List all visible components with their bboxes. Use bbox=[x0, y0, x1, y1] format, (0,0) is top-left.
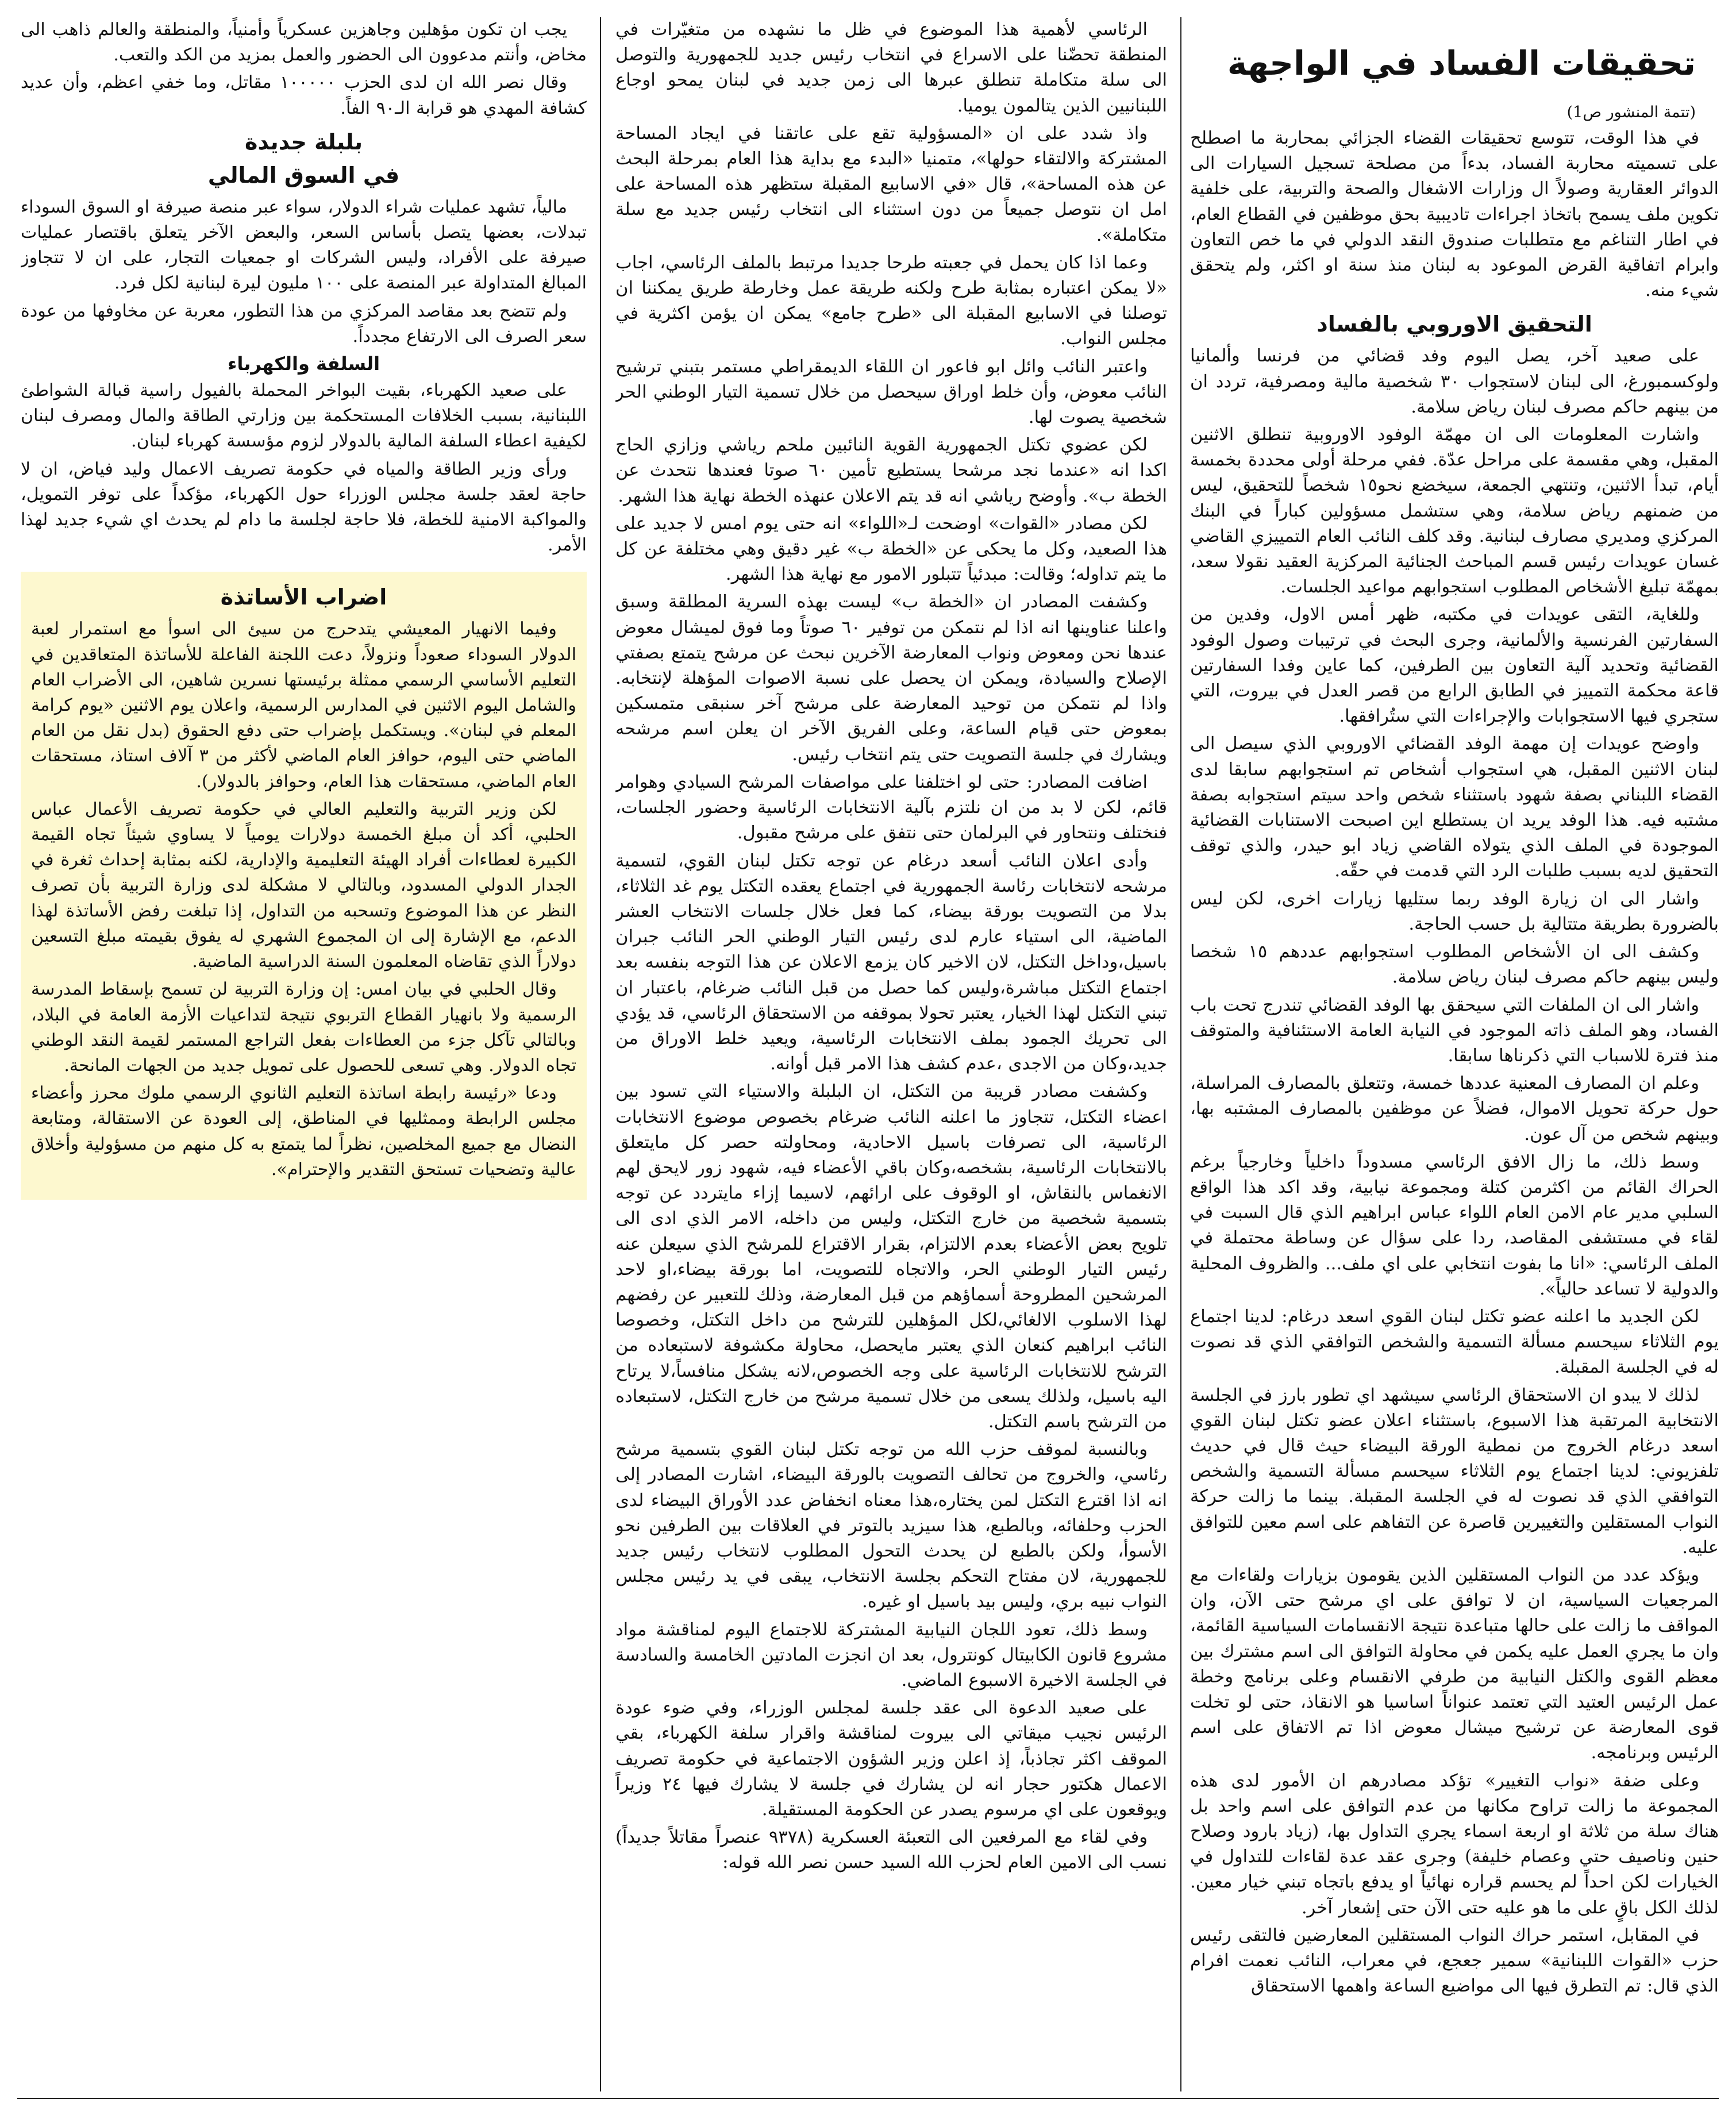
paragraph: وقال نصر الله ان لدى الحزب ١٠٠٠٠٠ مقاتل، وما خفي اعظم، وأن عديد كشافة المهدي هو قرابة الـ٩٠ الفاً. bbox=[21, 72, 587, 118]
paragraph: وبالنسبة لموقف حزب الله من توجه تكتل لبنان القوي بتسمية مرشح رئاسي، والخروج من تحالف التصويت بالورقة البيضاء، اشارت المصادر إلى انه اذا اقترع التكتل لمن يختاره،هذا معناه انخفاض عدد الأوراق البيضاء لدى الحزب وحلفائه، وبالطبع، هذا سيزيد بالتوتر في العلاقات بين الطرفين نحو الأسوأ، ولكن بالطبع لن يحدث التحول المطلوب لانتخاب رئيس جديد للجمهورية، لان مفتاح التحكم بجلسة الانتخاب، يبقى في يد رئيس مجلس النواب نبيه بري، وليس بيد باسيل او غيره. bbox=[615, 1439, 1167, 1612]
new-confusion-heading: بلبلة جديدة bbox=[244, 129, 363, 155]
paragraph: واشار الى ان زيارة الوفد ربما ستليها زيارات اخرى، لكن ليس بالضرورة بطريقة متتالية بل حسب الحاجة. bbox=[1190, 888, 1719, 934]
intro-section bbox=[1190, 126, 1719, 303]
paragraph: وكشفت مصادر قريبة من التكتل، ان البلبلة والاستياء التي تسود بين اعضاء التكتل، تتجاوز ما اعلنه النائب ضرغام بخصوص موضوع الانتخابات الرئاسية، الى تصرفات باسيل الاحادية، ومحاولته حصر كل مايتعلق بالانتخابات الرئاسية، بشخصه،وكان باقي الأعضاء فيه، شهود زور لايحق لهم الانغماس بالنقاش، او الوقوف على ارائهم، لاسيما إزاء مايتردد عن توجه بتسمية شخصية من خارج التكتل، وليس من داخله، الامر الذي ادى الى تلويح بعض الأعضاء بعدم الالتزام، بقرار الاقتراع للمرشح الذي سيعلن عنه رئيس التيار الوطني الحر، والاتجاه للتصويت، اما بورقة بيضاء،او لاحد المرشحين المطروحة أسماؤهم من قبل المعارضة، وذلك للتعبير عن رفضهم لهذا الاسلوب الالغائي،لكل المؤهلين للترشح من داخل التكتل، وخصوصا النائب ابراهيم كنعان الذي يعتبر مايحصل، محاولة مكشوفة لاستبعاده من الترشح للانتخابات الرئاسية على وجه الخصوص،لانه يشكل منافساً،لا يرتاح اليه باسيل، ولذلك يسعى من خلال تسمية مرشح من خارج التكتل، لاستبعاده من الترشح باسم التكتل. bbox=[615, 1081, 1167, 1432]
paragraph: في المقابل، استمر حراك النواب المستقلين المعارضين فالتقى رئيس حزب «القوات اللبنانية» سمير جعجع، في معراب، النائب نعمت افرام الذي قال: تم التطرق فيها الى مواضيع الساعة واهمها الاستحقاق bbox=[1190, 1925, 1719, 1997]
column-left bbox=[21, 17, 587, 2097]
european-investigation-heading: التحقيق الاوروبي بالفساد bbox=[1317, 311, 1592, 337]
paragraph: على صعيد آخر، يصل اليوم وفد قضائي من فرنسا وألمانيا ولوكسمبورغ، الى لبنان لاستجواب ٣٠ شخصية مالية ومصرفية، تردد ان من بينهم حاكم مصرف لبنان رياض سلامة. bbox=[1190, 346, 1719, 417]
european-section bbox=[1190, 344, 1719, 1999]
paragraph: واوضح عويدات إن مهمة الوفد القضائي الاوروبي الذي سيصل الى لبنان الاثنين المقبل، هي استجواب أشخاص تم استجوابهم سابقا لدى القضاء اللبناني بصفة شهود باستثناء شخص واحد سيتم استجوابه بصفة مشتبه فيه. هذا الوفد يريد ان يستطلع اين اصبحت الاستنابات القضائية الموجودة في الملف الذي يتولاه القاضي زياد ابو حيدر، والذي توقف التحقيق لديه بسبب طلبات الرد التي قدمت في حقّه. bbox=[1190, 734, 1719, 881]
column-middle bbox=[615, 17, 1167, 2097]
paragraph: وقال الحلبي في بيان امس: إن وزارة التربية لن تسمح بإسقاط المدرسة الرسمية ولا بانهيار القطاع التربوي نتيجة لتداعيات الأزمة العامة في البلاد، وبالتالي تآكل جزء من العطاءات بفعل التراجع المستمر لقيمة النقد الوطني تجاه الدولار. وهي تسعى للحصول على تمويل جديد من الجهات المانحة. bbox=[31, 979, 576, 1076]
paragraph: لذلك لا يبدو ان الاستحقاق الرئاسي سيشهد اي تطور بارز في الجلسة الانتخابية المرتقبة هذا الاسبوع، باستثناء اعلان عضو تكتل لبنان القوي اسعد درغام الخروج من نمطية الورقة البيضاء حيث قال في حديث تلفزيوني: لدينا اجتماع يوم الثلاثاء سيحسم مسألة التسمية والشخص التوافقي الذي قد نصوت له في الجلسة المقبلة. بينما ما زالت حركة النواب المستقلين والتغييرين قاصرة عن التفاهم على اسم معين للتوافق عليه. bbox=[1190, 1385, 1719, 1558]
column-divider bbox=[600, 17, 601, 2091]
paragraph: واعتبر النائب وائل ابو فاعور ان اللقاء الديمقراطي مستمر بتبني ترشيح النائب معوض، وأن خلط اوراق سيحصل من خلال تسمية التيار الوطني الحر شخصية يصوت لها. bbox=[615, 356, 1167, 428]
paragraph: وفيما الانهيار المعيشي يتدحرج من سيئ الى اسوأ مع استمرار لعبة الدولار السوداء صعوداً ونزولاً، دعت اللجنة الفاعلة للأساتذة المتعاقدين في التعليم الأساسي الرسمي ممثلة برئيستها نسرين شاهين، الى الأضراب العام والشامل اليوم الاثنين في المدارس الرسمية، واعلان يوم الاثنين «يوم كرامة المعلم في لبنان». ويستكمل بإضراب حتى دفع الحقوق (بدل نقل من العام الماضي حتى اليوم، حوافز العام الماضي لأكثر من ٣ آلاف استاذ، مستحقات العام الماضي، مستحقات هذا العام، وحوافز بالدولار). bbox=[31, 619, 576, 792]
paragraph: لكن عضوي تكتل الجمهورية القوية النائبين ملحم رياشي وزازي الحاج اكدا انه «عندما نجد مرشحا يستطيع تأمين ٦٠ صوتا فعندها نتحدث عن الخطة ب». وأوضح رياشي انه قد يتم الاعلان عنهذه الخطة نهاية هذا الشهر. bbox=[615, 435, 1167, 506]
paragraph: واشارت المعلومات الى ان مهمّة الوفود الاوروبية تنطلق الاثنين المقبل، وهي مقسمة على مراحل عدّة. ففي مرحلة أولى محددة بخمسة أيام، تبدأ الاثنين، وتنتهي الجمعة، سيخضع نحو١٥ شخصاً للتحقيق، ليس من ضمنهم رياض سلامة، وهي ستشمل مسؤولين كباراً في البنك المركزي ومديري مصارف لبنانية. وقد كلف النائب العام التمييزي القاضي غسان عويدات رئيس قسم المباحث الجنائية المركزية العقيد نقولا سعد، بمهمّة تبليغ الأشخاص المطلوب استجوابهم مواعيد الجلسات. bbox=[1190, 425, 1719, 598]
column-divider bbox=[1180, 17, 1181, 2091]
paragraph: ودعا «رئيسة رابطة اساتذة التعليم الثانوي الرسمي ملوك محرز وأعضاء مجلس الرابطة وممثليها في المناطق، إلى العودة عن الاستقالة، ومتابعة النضال مع جميع المخلصين، نظراً لما يتمتع به كل منهم من مسؤولية وأخلاق عالية وتضحيات تستحق التقدير والإحترام». bbox=[31, 1083, 576, 1180]
paragraph: وللغاية، التقى عويدات في مكتبه، ظهر أمس الاول، وفدين من السفارتين الفرنسية والألمانية، وجرى البحث في ترتيبات وصول الوفود القضائية وتحديد آلية التعاون بين الطرفين، كما عاين وفدا السفارتين قاعة محكمة التمييز في الطابق الرابع من قصر العدل في بيروت، التي ستجري فيها الاستجوابات والإجراءات التي ستُرافقها. bbox=[1190, 604, 1719, 727]
continued-note: (تتمة المنشور ص1) bbox=[1566, 103, 1696, 121]
paragraph: وكشف الى ان الأشخاص المطلوب استجوابهم عددهم ١٥ شخصا وليس بينهم حاكم مصرف لبنان رياض سلامة. bbox=[1190, 942, 1719, 988]
paragraph: على صعيد الكهرباء، بقيت البواخر المحملة بالفيول راسية قبالة الشواطئ اللبنانية، بسبب الخلافات المستحكمة بين وزارتي الطاقة والمال ومصرف لبنان لكيفية اعطاء السلفة المالية بالدولار لزوم مؤسسة كهرباء لبنان. bbox=[21, 380, 587, 452]
paragraph: الرئاسي لأهمية هذا الموضوع في ظل ما نشهده من متغيّرات في المنطقة تحضّنا على الاسراع في انتخاب رئيس جديد للجمهورية والتوصل الى سلة متكاملة تنطلق عبرها الى زمن جديد في لبنان يمحو اوجاع اللبنانيين الذين يتالمون يوميا. bbox=[615, 20, 1167, 116]
teachers-strike-heading: اضراب الأساتذة bbox=[220, 584, 387, 610]
paragraph: في هذا الوقت، تتوسع تحقيقات القضاء الجزائي بمحاربة ما اصطلح على تسميته محاربة الفساد، بدءاً من مصلحة تسجيل السيارات الى الدوائر العقارية وصولاً ال وزارات الاشغال والصحة والتربية، على خلفية تكوين ملف يسمح باتخاذ اجراءات تاديبية بحق موظفين في القطاع العام، في اطار التناغم مع متطلبات صندوق النقد الدولي في ما خص التعاون وابرام اتفاقية القرض الموعود به لبنان منذ سنة او اكثر، ولم يتحقق شيء منه. bbox=[1190, 128, 1719, 301]
paragraph: وعما اذا كان يحمل في جعبته طرحا جديدا مرتبط بالملف الرئاسي، اجاب «لا يمكن اعتباره بمثابة طرح ولكنه طريقة عمل وخارطة طريق يمكننا ان توصلنا في الاسابيع المقبلة الى «طرح جامع» يمكن ان يؤمن اكثرية في مجلس النواب. bbox=[615, 252, 1167, 349]
paragraph: وكشفت المصادر ان «الخطة ب» ليست بهذه السرية المطلقة وسبق واعلنا عناوينها انه اذا لم نتمكن من توفير ٦٠ صوتاً وما فوق لميشال معوض عندها نحن ومعوض ونواب المعارضة الآخرين نبحث عن مرشح يتمتع بصفتي الإصلاح والسيادة، ويمكن ان يحصل على نسبة الاصوات المؤهلة لإنتخابه. واذا لم نتمكن من توحيد المعارضة على مرشح آخر سنبقى متمسكين بمعوض حتى قيام الساعة، وعلى الفريق الآخر ان يعلن اسم مرشحه ويشارك في جلسة التصويت حتى يتم انتخاب رئيس. bbox=[615, 592, 1167, 765]
column-right bbox=[1190, 17, 1719, 2097]
paragraph: وفي لقاء مع المرفعين الى التعبئة العسكرية (٩٣٧٨ عنصراً مقاتلاً جديداً) نسب الى الامين العام لحزب الله السيد حسن نصر الله قوله: bbox=[615, 1827, 1167, 1873]
paragraph: وأدى اعلان النائب أسعد درغام عن توجه تكتل لبنان القوي، لتسمية مرشحه لانتخابات رئاسة الجمهورية في اجتماع يعقده التكتل يوم غد الثلاثاء، بدلا من التصويت بورقة بيضاء، كما فعل خلال جلسات الانتخاب العشر الماضية، الى استياء عارم لدى رئيس التيار الوطني الحر النائب جبران باسيل،وداخل التكتل، لان الاخير كان يزمع الاعلان عن هذا التوجه بنفسه بعد اجتماع التكتل مباشرة،وليس كما حصل من قبل النائب ضرغام، باعتبار ان تبني التكتل لهذا الخيار، يعتبر تحولا بموقفه من الاستحقاق الرئاسي، قد يؤدي الى تحريك الجمود بملف الانتخابات الرئاسية، ويعيد خلط الاوراق من جديد،وكان من الاجدى ،عدم كشف هذا الامر قبل أوانه. bbox=[615, 850, 1167, 1074]
paragraph: على صعيد الدعوة الى عقد جلسة لمجلس الوزراء، وفي ضوء عودة الرئيس نجيب ميقاتي الى بيروت لمناقشة واقرار سلفة الكهرباء، بقي الموقف اكثر تجاذباً، إذ اعلن وزير الشؤون الاجتماعية في حكومة تصريف الاعمال هكتور حجار انه لن يشارك في جلسة لا يشارك فيها ٢٤ وزيراً ويوقعون على اي مرسوم يصدر عن الحكومة المستقيلة. bbox=[615, 1698, 1167, 1820]
teachers-strike-box bbox=[21, 572, 587, 1199]
paragraph: وعلم ان المصارف المعنية عددها خمسة، وتتعلق بالمصارف المراسلة، حول حركة تحويل الاموال، فضلاً عن موظفين بالمصارف المشتبه بها، وبينهم شخص من آل عون. bbox=[1190, 1073, 1719, 1145]
paragraph: اضافت المصادر: حتى لو اختلفنا على مواصفات المرشح السيادي وهوامر قائم، لكن لا بد من ان نلتزم بآلية الانتخابات الرئاسية وحضور الجلسات، فنختلف ونتحاور في البرلمان حتى نتفق على مرشح مقبول. bbox=[615, 772, 1167, 843]
paragraph: واشار الى ان الملفات التي سيحقق بها الوفد القضائي تندرج تحت باب الفساد، وهو الملف ذاته الموجود في النيابة العامة الاستئنافية والمتوقف منذ فترة للاسباب التي ذكرناها سابقا. bbox=[1190, 995, 1719, 1066]
bottom-divider bbox=[17, 2098, 1719, 2099]
paragraph: يجب ان تكون مؤهلين وجاهزين عسكرياً وأمنياً، والمنطقة والعالم ذاهب الى مخاض، وأنتم مدعوون الى الحضور والعمل بمزيد من الكد والتعب. bbox=[21, 20, 587, 66]
paragraph: ورأى وزير الطاقة والمياه في حكومة تصريف الاعمال وليد فياض، ان لا حاجة لعقد جلسة مجلس الوزراء حول الكهرباء، مؤكداً على توفر التمويل، والمواكبة الامنية للخطة، فلا حاجة لجلسة ما دام لم يحدث اي شيء جديد لهذا الأمر. bbox=[21, 459, 587, 556]
paragraph: واذ شدد على ان «المسؤولية تقع على عاتقنا في ايجاد المساحة المشتركة والالتقاء حولها»، متمنيا «البدء مع بداية هذا العام بمرحلة البحث عن هذه المساحة»، قال «في الاسابيع المقبلة ستظهر هذه المساحة على امل ان نتوصل جميعاً من دون استثناء الى انتخاب رئيس جديد مع سلة متكاملة». bbox=[615, 123, 1167, 245]
paragraph: لكن الجديد ما اعلنه عضو تكتل لبنان القوي اسعد درغام: لدينا اجتماع يوم الثلاثاء سيحسم مسألة التسمية والشخص التوافقي الذي قد نصوت له في الجلسة المقبلة. bbox=[1190, 1306, 1719, 1378]
paragraph: وعلى ضفة «نواب التغيير» تؤكد مصادرهم ان الأمور لدى هذه المجموعة ما زالت تراوح مكانها من عدم التوافق على اسم واحد بل هناك سلة من ثلاثة او اربعة اسماء يجري التداول بها، (زياد بارود وصلاح حنين وناصيف حتي وعصام خليفة) وجرى عقد عدة لقاءات للتداول في الخيارات لكن احداً لم يحسم قراره نهائياً او يدفع باتجاه تبني خيار معين. لذلك الكل باقٍ على ما هو عليه حتى الآن حتى إشعار آخر. bbox=[1190, 1770, 1719, 1918]
financial-market-heading: في السوق المالي bbox=[207, 162, 400, 188]
paragraph: لكن مصادر «القوات» اوضحت لـ«اللواء» انه حتى يوم امس لا جديد على هذا الصعيد، وكل ما يحكى عن «الخطة ب» غير دقيق وهي مختلفة عن كل ما يتم تداوله؛ وقالت: مبدئياً تتبلور الامور مع نهاية هذا الشهر. bbox=[615, 513, 1167, 585]
article-headline: تحقيقات الفساد في الواجهة bbox=[1227, 44, 1696, 83]
paragraph: مالياً، تشهد عمليات شراء الدولار، سواء عبر منصة صيرفة او السوق السوداء تبدلات، بعضها يتصل بأساس السعر، والبعض الآخر يتعلق باقتصار عمليات صيرفة على الأفراد، وليس الشركات او جمعيات التجار، على ان لا تتجاوز المبالغ المتداولة عبر المنصة على ١٠٠ مليون ليرة لبنانية لكل فرد. bbox=[21, 197, 587, 294]
paragraph: لكن وزير التربية والتعليم العالي في حكومة تصريف الأعمال عباس الحلبي، أكد أن مبلغ الخمسة دولارات يومياً لا يساوي شيئاً تجاه القيمة الكبيرة لعطاءات أفراد الهيئة التعليمية والإدارية، لكنه بمثابة إحداث ثغرة في الجدار الدولي المسدود، وبالتالي لا مشكلة لدى وزارة التربية بأن تصرف النظر عن هذا الموضوع وتسحبه من التداول، إذا تبلغت رفض الأساتذة لهذا الدعم، مع الإشارة إلى ان المجموع الشهري له يفوق بقيمته مبلغ التسعين دولاراً الذي تقاضاه المعلمون السنة الدراسية الماضية. bbox=[31, 799, 576, 972]
paragraph: وسط ذلك، تعود اللجان النيابية المشتركة للاجتماع اليوم لمناقشة مواد مشروع قانون الكابيتال كونترول، بعد ان انجزت المادتين الخامسة والسادسة في الجلسة الاخيرة الاسبوع الماضي. bbox=[615, 1619, 1167, 1690]
paragraph: ويؤكد عدد من النواب المستقلين الذين يقومون بزيارات ولقاءات مع المرجعيات السياسية، ان لا توافق على اي مرشح حتى الآن، وان المواقف ما زالت على حالها متباعدة نتيجة الانقسامات السياسية القائمة، وان ما يجري العمل عليه يكمن في محاولة التوافق الى اسم مشترك بين معظم القوى والكتل النيابية من طرفي الانقسام وعلى برنامج وخطة عمل الرئيس العتيد التي تعتمد عنواناً اساسيا هو الانقاذ، حتى لو تخلت قوى المعارضة عن ترشيح ميشال معوض اذا تم الاتفاق على اسم الرئيس وبرنامجه. bbox=[1190, 1565, 1719, 1763]
paragraph: ولم تتضح بعد مقاصد المركزي من هذا التطور، معربة عن مخاوفها من عودة سعر الصرف الى الارتفاع مجدداً. bbox=[21, 301, 587, 346]
electricity-advance-heading: السلفة والكهرباء bbox=[227, 353, 380, 375]
paragraph: وسط ذلك، ما زال الافق الرئاسي مسدوداً داخلياً وخارجياً برغم الحراك القائم من اكثرمن كتلة ومجموعة نيابية، وقد اكد هذا الواقع السلبي مدير عام الامن العام اللواء عباس ابراهيم الذي قال السبت في لقاء في مستشفى المقاصد، ردا على سؤال عن وساطة محتملة في الملف الرئاسي: «انا ما بفوت انتخابي على اي ملف... والظروف المحلية والدولية لا تساعد حالياً». bbox=[1190, 1151, 1719, 1299]
